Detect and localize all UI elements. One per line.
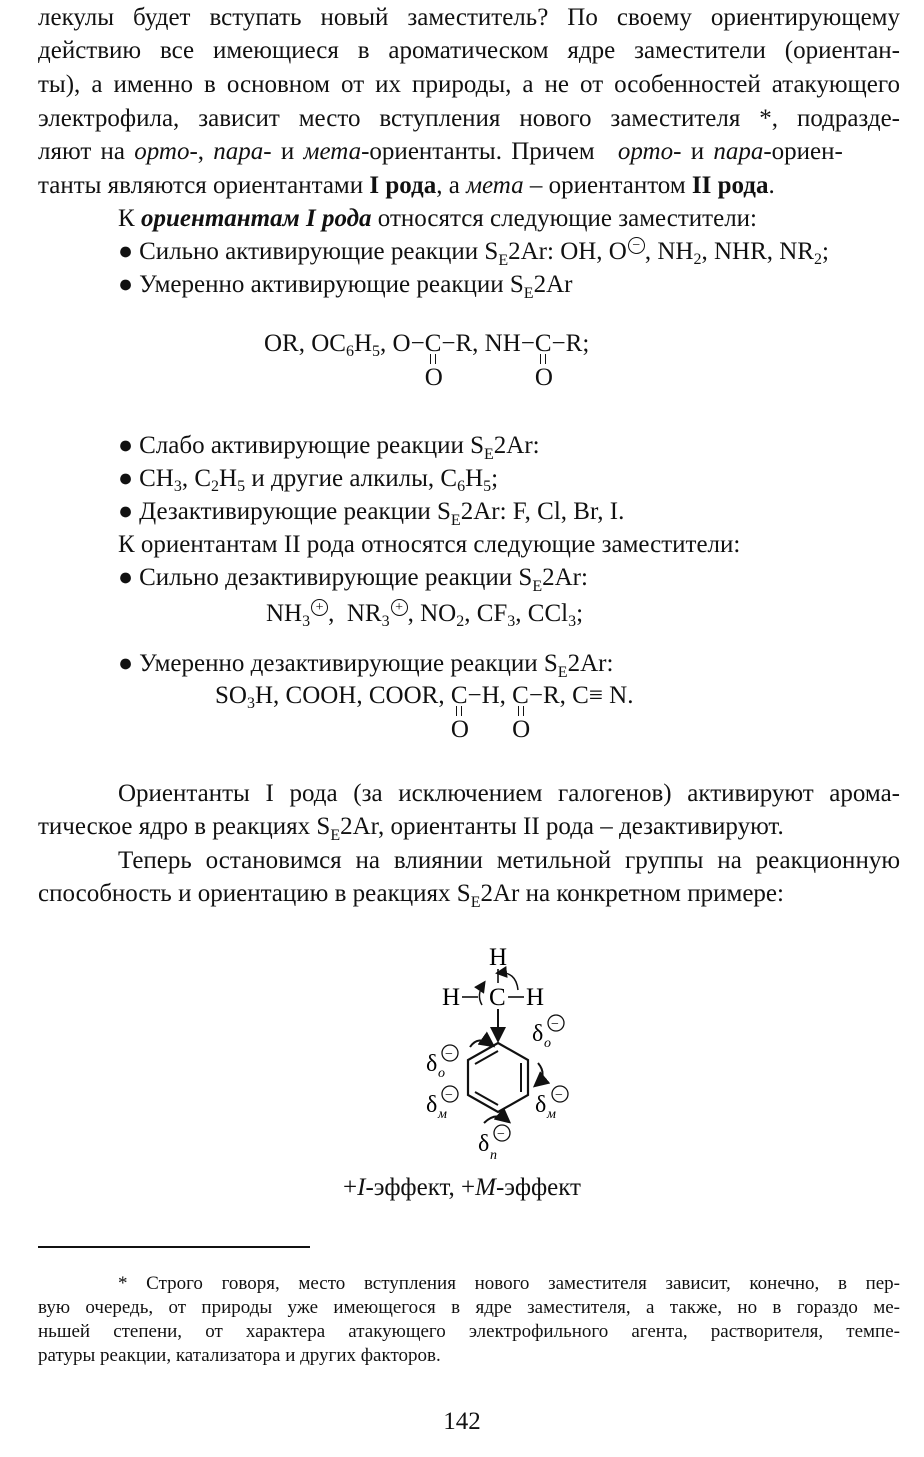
svg-text:−: − [551, 1017, 559, 1032]
paragraph-line: лекулы будет вступать новый заместитель? По своему ориентирующему [38, 4, 900, 31]
list-item-alkyls: ● $CH_3$, $C_2H_5$ и другие алкилы, $C_6H_5$; [118, 465, 499, 495]
svg-text:δ: δ [535, 1092, 547, 1118]
delta-para [478, 1125, 510, 1163]
list-item-moderate-deactivating: ● Умеренно дезактивирующие реакции $S_E2Ar$: [118, 650, 614, 681]
svg-text:м: м [438, 1107, 447, 1122]
bullet-icon: ● [118, 271, 134, 298]
carbonyl-group: C O [450, 682, 469, 743]
delta-ortho-left [426, 1045, 458, 1081]
svg-text:−: − [445, 1047, 453, 1062]
svg-text:o: o [438, 1066, 445, 1081]
resonance-arrow-icon [536, 1063, 543, 1085]
footnote-line: * Строго говоря, место вступления нового заместителя зависит, конечно, в пер- [118, 1273, 900, 1294]
svg-text:δ: δ [532, 1021, 544, 1047]
carbonyl-group: C O [534, 330, 553, 391]
section-intro-orientants-2: К ориентантам II рода относятся следующие заместители: [118, 531, 741, 558]
atom-h-left: H [442, 984, 461, 1011]
atom-h-top: H [489, 944, 508, 971]
svg-text:м: м [547, 1107, 556, 1122]
paragraph-line: способность и ориентацию в реакциях $S_E2Ar$ на конкретном примере: [38, 880, 784, 911]
plus-charge-icon: + [391, 599, 408, 616]
paragraph-line: Теперь остановимся на влиянии метильной группы на реакционную [118, 847, 900, 874]
bullet-icon: ● [118, 650, 134, 677]
carbonyl-group: C O [424, 330, 443, 391]
paragraph-line: электрофила, зависит место вступления нового заместителя *, подразде- [38, 105, 900, 132]
atom-h-right: H [526, 984, 545, 1011]
formula-moderate-deactivating: $SO_3H$, COOH, COOR, C O −H, C O −R, C≡ N. [215, 682, 634, 743]
page-number: 142 [443, 1408, 481, 1435]
paragraph-line: ты), а именно в основном от их природы, а не от особенностей атакующего [38, 71, 900, 98]
formula-moderate-activating: OR, $OC_6H_5$, O−C O −R, NH−C O −R; [264, 330, 590, 391]
svg-text:δ: δ [426, 1051, 438, 1077]
svg-text:п: п [490, 1148, 497, 1163]
bullet-icon: ● [118, 465, 134, 492]
svg-text:δ: δ [478, 1131, 490, 1157]
benzene-ring [468, 1043, 528, 1112]
carbonyl-group: C O [512, 682, 531, 743]
footnote-line: ньшей степени, от характера атакующего электрофильного агента, растворителя, темпе- [38, 1321, 900, 1342]
delta-ortho-right [532, 1015, 564, 1051]
footnote-line: ратуры реакции, катализатора и других факторов. [38, 1345, 441, 1366]
resonance-arrow-icon [484, 1116, 508, 1123]
atom-c: C [489, 984, 506, 1011]
delta-meta-right [535, 1086, 568, 1122]
svg-text:−: − [555, 1088, 563, 1103]
paragraph-line: действию все имеющиеся в ароматическом ядре заместители (ориентан- [38, 37, 900, 64]
list-item-weak-activating: ● Слабо активирующие реакции $S_E2Ar$: [118, 432, 540, 463]
svg-text:δ: δ [426, 1092, 438, 1118]
curved-arrow-icon [479, 983, 484, 1005]
bullet-icon: ● [118, 432, 134, 459]
paragraph-line: тическое ядро в реакциях $S_E2Ar$, ориентанты II рода – дезактивируют. [38, 813, 784, 844]
list-item-moderate-activating: ● Умеренно активирующие реакции $S_E2Ar$ [118, 271, 573, 302]
list-item-strong-deactivating: ● Сильно дезактивирующие реакции $S_E2Ar$: [118, 564, 588, 595]
minus-charge-icon: − [628, 237, 645, 254]
resonance-arrow-icon [470, 1040, 492, 1047]
footnote-line: вую очередь, от природы уже имеющегося в ядре заместителя, а также, но в гораздо ме- [38, 1297, 900, 1318]
list-item-strong-activating: ● Сильно активирующие реакции $S_E2Ar$: OH, O − , $NH_2$, NHR, $NR_2$; [118, 238, 829, 269]
toluene-electron-density-diagram [400, 935, 600, 1175]
bullet-icon: ● [118, 498, 134, 525]
paragraph-line: Ориентанты I рода (за исключением галогенов) активируют арома- [118, 780, 900, 807]
svg-text:−: − [497, 1127, 505, 1142]
bullet-icon: ● [118, 238, 134, 265]
diagram-caption: +I-эффект, +M-эффект [343, 1174, 581, 1201]
list-item-deactivating: ● Дезактивирующие реакции $S_E2Ar$: F, Cl, Br, I. [118, 498, 625, 529]
plus-charge-icon: + [311, 599, 328, 616]
footnote-divider [38, 1246, 310, 1248]
formula-strong-deactivating: $NH_3+$ , $NR_3+$ , $NO_2$, $CF_3$, CCl$_3$; [266, 600, 584, 630]
bullet-icon: ● [118, 564, 134, 591]
svg-text:o: o [544, 1036, 551, 1051]
paragraph-line: танты являются ориентантами I рода, а мета – ориентантом II рода. [38, 172, 775, 199]
section-intro-orientants-1: К ориентантам I рода относятся следующие заместители: [118, 205, 757, 232]
paragraph-line: ляют на орто-, пара- и мета-ориентанты. Причем орто- и пара-ориен- [38, 138, 843, 165]
svg-text:−: − [445, 1088, 453, 1103]
delta-meta-left [426, 1086, 458, 1122]
